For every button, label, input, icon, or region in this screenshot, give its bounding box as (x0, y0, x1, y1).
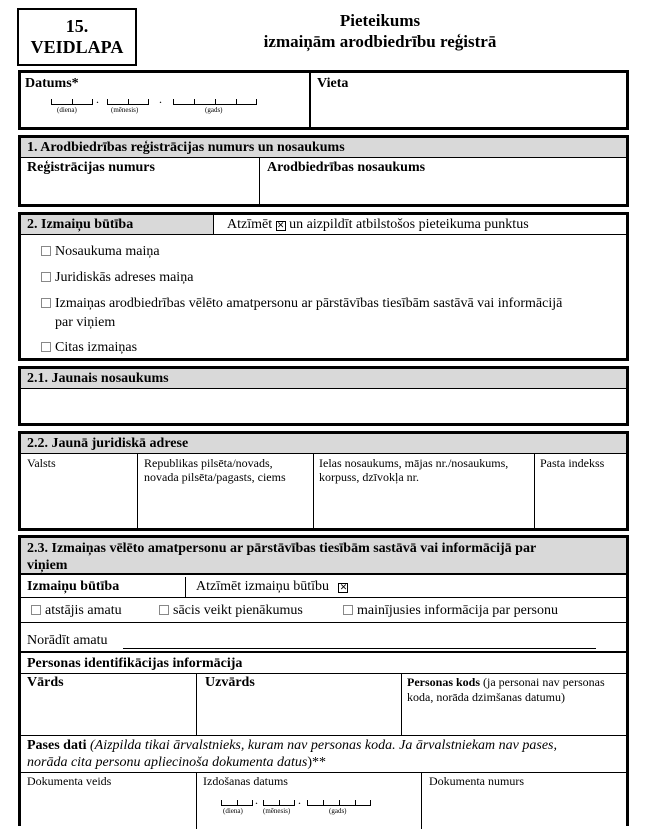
date-day-caption: (diena) (57, 106, 77, 114)
issue-day-caption: (diena) (223, 807, 243, 815)
city-label: Republikas pilsēta/novads, novada pilsēta/pagasts, ciems (144, 456, 286, 484)
union-name-label: Arodbiedrības nosaukums (267, 160, 426, 175)
checkbox-icon[interactable] (343, 605, 353, 615)
x-mark-icon: ✕ (276, 221, 285, 231)
checkbox-icon[interactable] (41, 298, 51, 308)
option-other-change[interactable]: Citas izmaiņas (41, 340, 137, 356)
last-name-label: Uzvārds (205, 675, 255, 690)
date-label: Datums* (25, 76, 79, 91)
checkbox-icon[interactable] (31, 605, 41, 615)
city-input[interactable] (141, 488, 309, 524)
instruction-pre: Atzīmēt (227, 217, 273, 232)
date-month-caption: (mēnesis) (111, 106, 139, 114)
issue-year-caption: (gads) (329, 807, 347, 815)
section-2-1 (18, 366, 629, 426)
option-officials-change-cont: par viņiem (55, 315, 116, 330)
form-title-line1: Pieteikums (339, 11, 421, 30)
reg-number-label: Reģistrācijas numurs (27, 160, 155, 175)
option-info-changed[interactable]: mainījusies informācija par personu (343, 603, 558, 619)
position-input[interactable] (123, 635, 596, 649)
change-nature-label: Izmaiņu būtība (27, 579, 120, 594)
date-input[interactable]: . . (diena) (mēnesis) (gads) (51, 95, 271, 123)
x-mark-icon: ✕ (339, 583, 348, 593)
new-name-input[interactable] (25, 391, 620, 421)
postal-input[interactable] (538, 488, 622, 524)
first-name-label: Vārds (27, 675, 64, 690)
street-label: Ielas nosaukums, mājas nr./nosaukums, korpuss, dzīvokļa nr. (319, 456, 509, 484)
doc-number-input[interactable] (426, 792, 622, 822)
form-title (180, 10, 580, 52)
last-name-input[interactable] (201, 694, 397, 732)
option-name-change[interactable]: Nosaukuma maiņa (41, 244, 160, 260)
section-2 (18, 212, 629, 361)
section-2-instruction (227, 217, 529, 233)
option-left-position[interactable]: atstājis amatu (31, 603, 122, 619)
passport-label: Pases dati (Aizpilda tikai ārvalstnieks, kuram nav personas koda. Ja ārvalstniekam nav pases, norāda cita personu apliecinoša dokumenta datus)** (27, 738, 557, 770)
option-officials-change[interactable]: Izmaiņas arodbiedrības vēlēto amatpersonu ar pārstāvības tiesībām sastāvā vai informācijā (41, 296, 626, 312)
personal-code-input[interactable] (406, 708, 622, 732)
section-2-2 (18, 431, 629, 531)
section-2-header: 2. Izmaiņu būtība (27, 217, 134, 232)
reg-number-input[interactable] (25, 178, 255, 202)
instruction-post: un aizpildīt atbilstošos pieteikuma punktus (289, 217, 529, 232)
section-2-1-header: 2.1. Jaunais nosaukums (21, 369, 626, 389)
option-started-duties[interactable]: sācis veikt pienākumus (159, 603, 303, 619)
union-name-input[interactable] (265, 178, 620, 202)
doc-type-input[interactable] (25, 792, 192, 822)
checkbox-icon[interactable] (159, 605, 169, 615)
section-2-2-header: 2.2. Jaunā juridiskā adrese (21, 434, 626, 454)
street-input[interactable] (317, 488, 530, 524)
date-year-caption: (gads) (205, 106, 223, 114)
country-label: Valsts (27, 456, 56, 470)
section-1-header: 1. Arodbiedrības reģistrācijas numurs un nosaukums (21, 138, 626, 158)
form-number: 15. (65, 16, 89, 36)
issue-month-caption: (mēnesis) (263, 807, 291, 815)
section-2-3 (18, 535, 629, 826)
position-label: Norādīt amatu (27, 633, 108, 648)
id-info-label: Personas identifikācijas informācija (27, 656, 243, 671)
doc-type-label: Dokumenta veids (27, 774, 112, 788)
checkbox-icon[interactable] (41, 246, 51, 256)
issue-date-input[interactable]: . . (diena) (mēnesis) (gads) (221, 796, 391, 822)
postal-label: Pasta indekss (540, 456, 605, 470)
form-number-box (17, 8, 137, 66)
date-place-section (18, 70, 629, 130)
checkbox-icon[interactable] (41, 342, 51, 352)
section-1 (18, 135, 629, 207)
place-input[interactable] (313, 93, 623, 123)
checkbox-icon[interactable] (41, 272, 51, 282)
place-label: Vieta (317, 76, 349, 91)
mark-nature-instruction: Atzīmēt izmaiņu būtību ✕ (196, 579, 348, 594)
issue-date-label: Izdošanas datums (203, 774, 288, 788)
form-title-line2: izmaiņām arodbiedrību reģistrā (263, 32, 497, 51)
option-address-change[interactable]: Juridiskās adreses maiņa (41, 270, 193, 286)
form-label: VEIDLAPA (30, 37, 124, 57)
section-2-3-header: 2.3. Izmaiņas vēlēto amatpersonu ar pārstāvības tiesībām sastāvā vai informācijā par viņiem (21, 538, 626, 575)
first-name-input[interactable] (25, 694, 192, 732)
doc-number-label: Dokumenta numurs (429, 774, 524, 788)
country-input[interactable] (25, 488, 133, 524)
personal-code-label: Personas kods (ja personai nav personas koda, norāda dzimšanas datumu) (407, 675, 605, 704)
